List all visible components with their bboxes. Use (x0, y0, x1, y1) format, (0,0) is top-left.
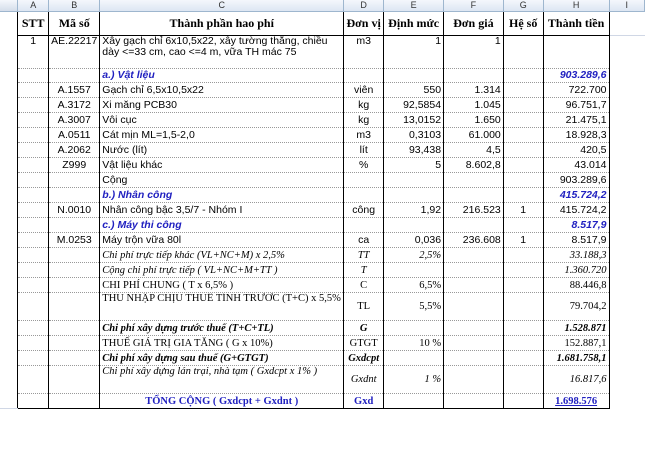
dinh-muc-cell[interactable]: 550 (384, 83, 444, 98)
thanh-tien-cell[interactable]: 415.724,2 (543, 188, 609, 203)
thanh-tien-cell[interactable]: 79.704,2 (543, 293, 609, 321)
column-i-cell[interactable] (609, 394, 644, 409)
ma-so-cell[interactable]: A.2062 (49, 143, 100, 158)
stt-cell[interactable] (18, 143, 49, 158)
table-row (0, 351, 645, 366)
column-header-i[interactable]: I (609, 0, 644, 12)
table-row (0, 248, 645, 263)
row-gutter[interactable] (0, 366, 18, 394)
don-vi-cell[interactable] (344, 173, 384, 188)
column-i-cell[interactable] (609, 278, 644, 293)
column-i-cell[interactable] (609, 98, 644, 113)
don-gia-cell[interactable]: 216.523 (444, 203, 504, 218)
row-gutter[interactable] (0, 293, 18, 321)
column-i-cell[interactable] (609, 321, 644, 336)
he-so-cell[interactable] (503, 188, 543, 203)
column-i-cell[interactable] (609, 128, 644, 143)
dinh-muc-cell[interactable] (384, 188, 444, 203)
ma-so-cell[interactable]: Z999 (49, 158, 100, 173)
dinh-muc-cell[interactable]: 5,5% (384, 293, 444, 321)
thanh-phan-cell[interactable]: TỔNG CỘNG ( Gxdcpt + Gxdnt ) (100, 394, 344, 409)
don-vi-cell[interactable]: G (344, 321, 384, 336)
table-row (0, 83, 645, 98)
don-vi-cell[interactable]: Gxdnt (344, 366, 384, 394)
thanh-tien-cell[interactable]: 88.446,8 (543, 278, 609, 293)
ma-so-cell[interactable] (49, 248, 100, 263)
column-i-cell[interactable] (609, 69, 644, 83)
ma-so-cell[interactable] (49, 218, 100, 233)
he-so-cell[interactable] (503, 83, 543, 98)
don-vi-cell[interactable]: công (344, 203, 384, 218)
don-gia-cell[interactable]: 236.608 (444, 233, 504, 248)
thanh-tien-cell[interactable] (543, 36, 609, 69)
don-vi-cell[interactable]: Gxdcpt (344, 351, 384, 366)
he-so-cell[interactable] (503, 263, 543, 278)
table-row (0, 218, 645, 233)
table-row (0, 263, 645, 278)
don-gia-cell[interactable] (444, 394, 504, 409)
stt-cell[interactable] (18, 218, 49, 233)
stt-cell[interactable] (18, 98, 49, 113)
stt-cell[interactable] (18, 293, 49, 321)
table-row (0, 203, 645, 218)
stt-cell[interactable] (18, 336, 49, 351)
thanh-tien-cell[interactable]: 152.887,1 (543, 336, 609, 351)
thanh-tien-cell[interactable]: 415.724,2 (543, 203, 609, 218)
thanh-phan-cell[interactable]: Chi phí xây dựng sau thuế (G+GTGT) (100, 351, 344, 366)
thanh-phan-cell[interactable]: a.) Vật liệu (100, 69, 344, 83)
dinh-muc-cell[interactable]: 92,5854 (384, 98, 444, 113)
row-gutter[interactable] (0, 394, 18, 409)
table-row (0, 98, 645, 113)
he-so-cell[interactable] (503, 366, 543, 394)
don-gia-cell[interactable] (444, 69, 504, 83)
column-i-cell[interactable] (609, 173, 644, 188)
thanh-phan-cell[interactable]: c.) Máy thi công (100, 218, 344, 233)
table-row (0, 321, 645, 336)
row-gutter[interactable] (0, 69, 18, 83)
he-so-cell[interactable] (503, 336, 543, 351)
he-so-cell[interactable] (503, 158, 543, 173)
stt-cell[interactable] (18, 278, 49, 293)
column-header-g[interactable]: G (503, 0, 543, 12)
thanh-tien-cell[interactable]: 96.751,7 (543, 98, 609, 113)
dinh-muc-cell[interactable]: 93,438 (384, 143, 444, 158)
column-header-h[interactable]: H (543, 0, 609, 12)
column-i-cell[interactable] (609, 336, 644, 351)
ma-so-cell[interactable] (49, 263, 100, 278)
dinh-muc-cell[interactable]: 1,92 (384, 203, 444, 218)
dinh-muc-cell[interactable]: 0,3103 (384, 128, 444, 143)
column-i-cell[interactable] (609, 158, 644, 173)
row-gutter[interactable] (0, 336, 18, 351)
ma-so-cell[interactable]: AE.22217 (49, 36, 100, 69)
table-row (0, 278, 645, 293)
stt-cell[interactable] (18, 351, 49, 366)
don-gia-cell[interactable]: 61.000 (444, 128, 504, 143)
column-header-f[interactable]: F (444, 0, 504, 12)
column-i-cell[interactable] (609, 188, 644, 203)
dinh-muc-cell[interactable] (384, 218, 444, 233)
column-i-cell[interactable] (609, 351, 644, 366)
he-so-cell[interactable] (503, 351, 543, 366)
row-gutter[interactable] (0, 233, 18, 248)
don-vi-cell[interactable]: TL (344, 293, 384, 321)
don-gia-cell[interactable] (444, 366, 504, 394)
select-all-corner[interactable] (0, 0, 18, 12)
table-row (0, 143, 645, 158)
thanh-tien-cell[interactable]: 8.517,9 (543, 218, 609, 233)
column-header-a[interactable]: A (18, 0, 49, 12)
thanh-phan-cell[interactable]: THU NHẬP CHỊU THUẾ TÍNH TRƯỚC (T+C) x 5,5% (100, 293, 344, 321)
header-ma-so[interactable]: Mã số (49, 12, 100, 36)
table-row (0, 128, 645, 143)
don-gia-cell[interactable]: 1 (444, 36, 504, 69)
ma-so-cell[interactable] (49, 69, 100, 83)
he-so-cell[interactable] (503, 36, 543, 69)
he-so-cell[interactable] (503, 248, 543, 263)
header-don-vi[interactable]: Đơn vị (344, 12, 384, 36)
thanh-tien-cell[interactable]: 8.517,9 (543, 233, 609, 248)
don-vi-cell[interactable]: m3 (344, 128, 384, 143)
dinh-muc-cell[interactable]: 2,5% (384, 248, 444, 263)
column-i-cell[interactable] (609, 113, 644, 128)
thanh-phan-cell[interactable]: Chi phí trực tiếp khác (VL+NC+M) x 2,5% (100, 248, 344, 263)
table-row (0, 69, 645, 83)
dinh-muc-cell[interactable] (384, 351, 444, 366)
column-header-d[interactable]: D (344, 0, 384, 12)
stt-cell[interactable] (18, 113, 49, 128)
don-vi-cell[interactable]: T (344, 263, 384, 278)
ma-so-cell[interactable] (49, 394, 100, 409)
column-i-cell[interactable] (609, 366, 644, 394)
column-i-cell[interactable] (609, 36, 644, 69)
ma-so-cell[interactable] (49, 188, 100, 203)
he-so-cell[interactable] (503, 173, 543, 188)
don-vi-cell[interactable]: lít (344, 143, 384, 158)
header-stt[interactable]: STT (18, 12, 49, 36)
thanh-phan-cell[interactable]: CHI PHÍ CHUNG ( T x 6,5% ) (100, 278, 344, 293)
ma-so-cell[interactable] (49, 293, 100, 321)
dinh-muc-cell[interactable]: 10 % (384, 336, 444, 351)
row-gutter[interactable] (0, 128, 18, 143)
row-gutter[interactable] (0, 218, 18, 233)
he-so-cell[interactable] (503, 128, 543, 143)
header-he-so[interactable]: Hệ số (503, 12, 543, 36)
header-don-gia[interactable]: Đơn giá (444, 12, 504, 36)
stt-cell[interactable] (18, 128, 49, 143)
ma-so-cell[interactable]: A.3007 (49, 113, 100, 128)
he-so-cell[interactable] (503, 321, 543, 336)
dinh-muc-cell[interactable]: 1 % (384, 366, 444, 394)
stt-cell[interactable] (18, 366, 49, 394)
row-gutter[interactable] (0, 278, 18, 293)
don-vi-cell[interactable] (344, 69, 384, 83)
column-i-cell[interactable] (609, 83, 644, 98)
he-so-cell[interactable] (503, 143, 543, 158)
don-vi-cell[interactable]: C (344, 278, 384, 293)
thanh-tien-cell[interactable]: 16.817,6 (543, 366, 609, 394)
stt-cell[interactable] (18, 69, 49, 83)
dinh-muc-cell[interactable]: 6,5% (384, 278, 444, 293)
column-i-cell[interactable] (609, 203, 644, 218)
don-gia-cell[interactable] (444, 218, 504, 233)
row-gutter[interactable] (0, 113, 18, 128)
stt-cell[interactable] (18, 203, 49, 218)
don-vi-cell[interactable] (344, 188, 384, 203)
column-i-cell[interactable] (609, 293, 644, 321)
ma-so-cell[interactable] (49, 366, 100, 394)
don-gia-cell[interactable] (444, 173, 504, 188)
dinh-muc-cell[interactable] (384, 321, 444, 336)
ma-so-cell[interactable] (49, 336, 100, 351)
thanh-phan-cell[interactable]: Vôi cục (100, 113, 344, 128)
don-vi-cell[interactable]: kg (344, 113, 384, 128)
don-gia-cell[interactable] (444, 278, 504, 293)
don-gia-cell[interactable] (444, 351, 504, 366)
don-vi-cell[interactable]: ca (344, 233, 384, 248)
thanh-tien-cell[interactable]: 43.014 (543, 158, 609, 173)
thanh-tien-cell[interactable]: 903.289,6 (543, 69, 609, 83)
column-i-cell[interactable] (609, 143, 644, 158)
row-gutter[interactable] (0, 321, 18, 336)
thanh-tien-cell[interactable]: 33.188,3 (543, 248, 609, 263)
ma-so-cell[interactable]: A.3172 (49, 98, 100, 113)
row-gutter[interactable] (0, 98, 18, 113)
stt-cell[interactable] (18, 233, 49, 248)
dinh-muc-cell[interactable]: 1 (384, 36, 444, 69)
thanh-phan-cell[interactable]: Nước (lít) (100, 143, 344, 158)
don-gia-cell[interactable]: 1.650 (444, 113, 504, 128)
he-so-cell[interactable]: 1 (503, 233, 543, 248)
column-header-c[interactable]: C (100, 0, 344, 12)
ma-so-cell[interactable] (49, 321, 100, 336)
column-header-e[interactable]: E (384, 0, 444, 12)
row-gutter[interactable] (0, 143, 18, 158)
don-vi-cell[interactable]: GTGT (344, 336, 384, 351)
stt-cell[interactable] (18, 394, 49, 409)
thanh-phan-cell[interactable]: Nhân công bậc 3,5/7 - Nhóm I (100, 203, 344, 218)
he-so-cell[interactable] (503, 218, 543, 233)
ma-so-cell[interactable]: A.1557 (49, 83, 100, 98)
thanh-phan-cell[interactable]: Xây gạch chỉ 6x10,5x22, xây tường thẳng, chiều dày <=33 cm, cao <=4 m, vữa TH mác 75 (100, 36, 344, 69)
he-so-cell[interactable] (503, 69, 543, 83)
don-gia-cell[interactable] (444, 336, 504, 351)
column-header-row (0, 0, 645, 12)
don-vi-cell[interactable]: TT (344, 248, 384, 263)
table-row (0, 233, 645, 248)
dinh-muc-cell[interactable] (384, 394, 444, 409)
stt-cell[interactable] (18, 263, 49, 278)
table-header-row (0, 12, 645, 36)
stt-cell[interactable] (18, 158, 49, 173)
don-vi-cell[interactable] (344, 218, 384, 233)
thanh-phan-cell[interactable]: Xi măng PCB30 (100, 98, 344, 113)
don-gia-cell[interactable]: 4,5 (444, 143, 504, 158)
header-dinh-muc[interactable]: Định mức (384, 12, 444, 36)
column-i-cell[interactable] (609, 263, 644, 278)
table-row (0, 188, 645, 203)
row-gutter[interactable] (0, 36, 18, 69)
he-so-cell[interactable] (503, 98, 543, 113)
thanh-phan-cell[interactable]: Cộng chi phí trực tiếp ( VL+NC+M+TT ) (100, 263, 344, 278)
ma-so-cell[interactable] (49, 278, 100, 293)
he-so-cell[interactable]: 1 (503, 203, 543, 218)
table-row (0, 158, 645, 173)
row-gutter[interactable] (0, 203, 18, 218)
row-gutter[interactable] (0, 173, 18, 188)
dinh-muc-cell[interactable] (384, 69, 444, 83)
thanh-tien-cell[interactable]: 722.700 (543, 83, 609, 98)
ma-so-cell[interactable] (49, 173, 100, 188)
stt-cell[interactable] (18, 188, 49, 203)
thanh-phan-cell[interactable]: Chi phí xây dựng trước thuế (T+C+TL) (100, 321, 344, 336)
thanh-phan-cell[interactable]: Cộng (100, 173, 344, 188)
stt-cell[interactable] (18, 83, 49, 98)
dinh-muc-cell[interactable]: 5 (384, 158, 444, 173)
dinh-muc-cell[interactable]: 0,036 (384, 233, 444, 248)
thanh-tien-cell[interactable]: 18.928,3 (543, 128, 609, 143)
thanh-tien-cell[interactable]: 1.528.871 (543, 321, 609, 336)
he-so-cell[interactable] (503, 293, 543, 321)
don-gia-cell[interactable]: 8.602,8 (444, 158, 504, 173)
table-row (0, 36, 645, 69)
dinh-muc-cell[interactable] (384, 263, 444, 278)
don-vi-cell[interactable]: kg (344, 98, 384, 113)
don-vi-cell[interactable]: m3 (344, 36, 384, 69)
ma-so-cell[interactable] (49, 351, 100, 366)
row-gutter[interactable] (0, 248, 18, 263)
stt-cell[interactable] (18, 173, 49, 188)
he-so-cell[interactable] (503, 278, 543, 293)
thanh-phan-cell[interactable]: Gạch chỉ 6,5x10,5x22 (100, 83, 344, 98)
stt-cell[interactable] (18, 321, 49, 336)
stt-cell[interactable] (18, 248, 49, 263)
column-i-cell[interactable] (609, 218, 644, 233)
dinh-muc-cell[interactable]: 13,0152 (384, 113, 444, 128)
ma-so-cell[interactable]: M.0253 (49, 233, 100, 248)
table-row (0, 394, 645, 409)
thanh-tien-cell[interactable]: 21.475,1 (543, 113, 609, 128)
stt-cell[interactable]: 1 (18, 36, 49, 69)
he-so-cell[interactable] (503, 394, 543, 409)
row-gutter[interactable] (0, 188, 18, 203)
table-row (0, 336, 645, 351)
thanh-tien-cell[interactable]: 903.289,6 (543, 173, 609, 188)
don-gia-cell[interactable] (444, 263, 504, 278)
row-gutter[interactable] (0, 351, 18, 366)
row-gutter[interactable] (0, 158, 18, 173)
thanh-phan-cell[interactable]: Vật liệu khác (100, 158, 344, 173)
thanh-phan-cell[interactable]: THUẾ GIÁ TRỊ GIA TĂNG ( G x 10%) (100, 336, 344, 351)
don-gia-cell[interactable] (444, 248, 504, 263)
header-thanh-phan[interactable]: Thành phần hao phí (100, 12, 344, 36)
column-i-cell[interactable] (609, 248, 644, 263)
thanh-tien-cell[interactable]: 1.681.758,1 (543, 351, 609, 366)
header-thanh-tien[interactable]: Thành tiền (543, 12, 609, 36)
column-header-b[interactable]: B (49, 0, 100, 12)
don-gia-cell[interactable]: 1.314 (444, 83, 504, 98)
row-gutter[interactable] (0, 83, 18, 98)
he-so-cell[interactable] (503, 113, 543, 128)
don-gia-cell[interactable] (444, 321, 504, 336)
thanh-tien-cell[interactable]: 1.360.720 (543, 263, 609, 278)
thanh-tien-cell[interactable]: 420,5 (543, 143, 609, 158)
table-row (0, 293, 645, 321)
don-vi-cell[interactable]: Gxd (344, 394, 384, 409)
table-row (0, 366, 645, 394)
don-vi-cell[interactable]: viên (344, 83, 384, 98)
table-row (0, 113, 645, 128)
table-row (0, 173, 645, 188)
don-vi-cell[interactable]: % (344, 158, 384, 173)
thanh-phan-cell[interactable]: Chi phí xây dựng lán trại, nhà tạm ( Gxdcpt x 1% ) (100, 366, 344, 394)
thanh-phan-cell[interactable]: b.) Nhân công (100, 188, 344, 203)
don-gia-cell[interactable] (444, 188, 504, 203)
don-gia-cell[interactable]: 1.045 (444, 98, 504, 113)
ma-so-cell[interactable]: A.0511 (49, 128, 100, 143)
ma-so-cell[interactable]: N.0010 (49, 203, 100, 218)
row-gutter[interactable] (0, 263, 18, 278)
column-i-cell[interactable] (609, 233, 644, 248)
thanh-phan-cell[interactable]: Cát mịn ML=1,5-2,0 (100, 128, 344, 143)
dinh-muc-cell[interactable] (384, 173, 444, 188)
thanh-phan-cell[interactable]: Máy trộn vữa 80l (100, 233, 344, 248)
don-gia-cell[interactable] (444, 293, 504, 321)
thanh-tien-cell[interactable]: 1.698.576 (543, 394, 609, 409)
